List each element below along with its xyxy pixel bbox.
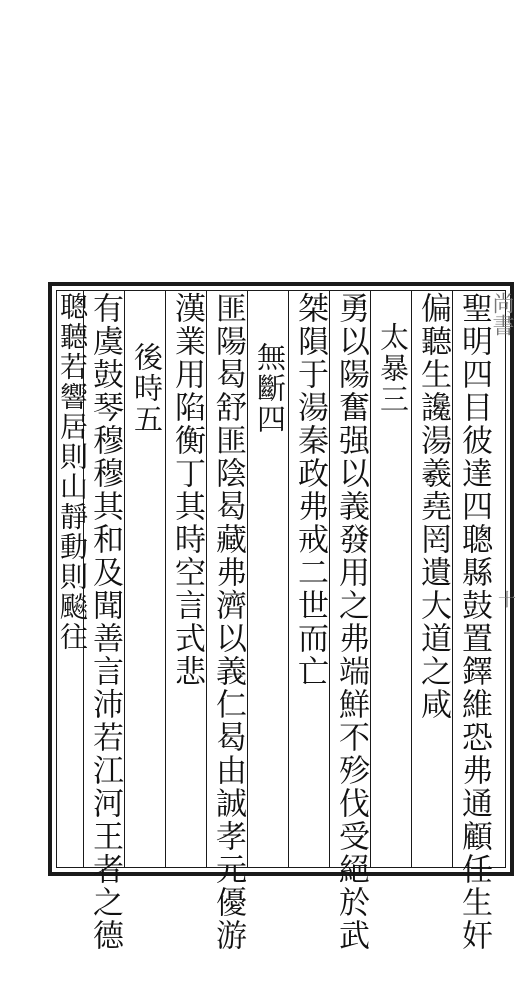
text-column: 漢業用陷衡丁其時空言式悲 [169,292,205,688]
margin-page-number: 十 [495,590,516,608]
column-rule [124,290,125,868]
text-column: 有虞鼓琴穆穆其和及聞善言沛若江河王者之德 [87,292,123,952]
section-heading: 太暴三 [376,322,410,415]
column-rule [165,290,166,868]
blank-top-margin [0,0,520,282]
column-rule [329,290,330,868]
section-heading: 無斷四 [253,342,287,435]
column-rule [411,290,412,868]
text-column: 桀隕于湯秦政弗戒二世而亡 [292,292,328,688]
margin-title: 尚書 [489,292,514,336]
text-column: 偏聽生讒湯羲堯罔遺大道之咸 [415,292,451,721]
column-rule [288,290,289,868]
text-column: 聰聽若響居則山靜動則飈往 [56,292,89,652]
column-rule [452,290,453,868]
text-column: 勇以陽奮强以義發用之弗端鮮不殄伐受絕於武 [333,292,369,952]
section-heading: 後時五 [130,342,164,435]
column-rule [370,290,371,868]
column-rule [206,290,207,868]
text-column: 匪陽曷舒匪陰曷藏弗濟以義仁曷由誠孝元優游 [210,292,246,952]
text-column: 聖明四目彼達四聰縣鼓置鐸維恐弗通顧任生奸 [456,292,492,952]
column-rule [247,290,248,868]
